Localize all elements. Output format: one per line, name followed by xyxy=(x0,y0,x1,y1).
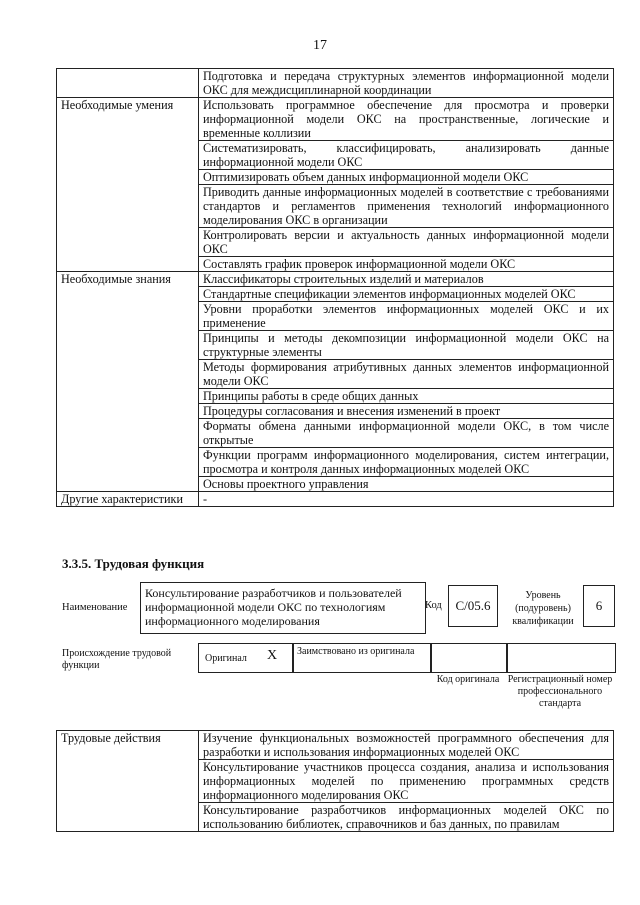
requirements-table xyxy=(56,68,614,507)
function-name-box xyxy=(140,582,426,634)
page-number: 17 xyxy=(313,38,327,53)
row-item: Принципы работы в среде общих данных xyxy=(199,389,614,404)
row-item: Приводить данные информационных моделей в соответствие с требованиями стандартов и регламентов применения технологий информационного моделирования ОКС в организации xyxy=(199,185,614,228)
row-item: Систематизировать, классифицировать, анализировать данные информационной модели ОКС xyxy=(199,141,614,170)
original-mark: X xyxy=(267,648,278,663)
function-name: Консультирование разработчиков и пользователей информационной модели ОКС по технологиям информационного моделирования xyxy=(145,586,402,628)
row-item: Принципы и методы декомпозиции информационной модели ОКС на структурные элементы xyxy=(199,331,614,360)
code-original-label: Код оригинала xyxy=(436,674,500,685)
level-label: Уровень (подуровень) квалификации xyxy=(512,590,574,627)
original-code-box xyxy=(430,643,508,673)
reg-number-label: Регистрационный номер профессионального стандарта xyxy=(507,674,613,709)
code-label: Код xyxy=(425,600,442,611)
reg-number-box xyxy=(506,643,616,673)
table-row xyxy=(57,98,614,141)
requirements-table-body xyxy=(57,69,614,507)
row-item: Оптимизировать объем данных информационной модели ОКС xyxy=(199,170,614,185)
row-item: - xyxy=(199,492,614,507)
level-value: 6 xyxy=(583,585,615,627)
row-item: Консультирование участников процесса создания, анализа и использования информационных моделей по применению программных средств информационного моделирования ОКС xyxy=(199,760,614,803)
table-row xyxy=(57,272,614,287)
row-item: Функции программ информационного моделирования, систем интеграции, просмотра и контроля данных информационных моделей ОКС xyxy=(199,448,614,477)
row-item: Уровни проработки элементов информационных моделей ОКС и их применение xyxy=(199,302,614,331)
origin-label: Происхождение трудовой функции xyxy=(62,648,172,671)
row-item: Контролировать версии и актуальность данных информационной модели ОКС xyxy=(199,228,614,257)
borrowed-label: Заимствовано из оригинала xyxy=(297,646,415,657)
row-item: Использовать программное обеспечение для просмотра и проверки информационной модели ОКС на пространственные, логические и временные коллизии xyxy=(199,98,614,141)
table-row xyxy=(57,69,614,98)
borrowed-box xyxy=(292,643,432,673)
row-label: Необходимые умения xyxy=(57,98,199,272)
row-item: Классификаторы строительных изделий и материалов xyxy=(199,272,614,287)
row-label: Трудовые действия xyxy=(57,731,199,832)
code-value: C/05.6 xyxy=(448,585,498,627)
labor-actions-table-body xyxy=(57,731,614,832)
row-item: Изучение функциональных возможностей программного обеспечения для разработки и использования информационных моделей ОКС xyxy=(199,731,614,760)
table-row xyxy=(57,492,614,507)
row-item: Основы проектного управления xyxy=(199,477,614,492)
row-item: Методы формирования атрибутивных данных элементов информационной модели ОКС xyxy=(199,360,614,389)
row-item: Форматы обмена данными информационной модели ОКС, в том числе открытые xyxy=(199,419,614,448)
row-item: Процедуры согласования и внесения изменений в проект xyxy=(199,404,614,419)
section-heading: 3.3.5. Трудовая функция xyxy=(62,556,205,571)
row-item: Подготовка и передача структурных элементов информационной модели ОКС для междисциплинарной координации xyxy=(199,69,614,98)
row-item: Составлять график проверок информационной модели ОКС xyxy=(199,257,614,272)
labor-actions-table xyxy=(56,730,614,832)
original-box xyxy=(198,643,294,673)
row-item: Стандартные спецификации элементов информационных моделей ОКС xyxy=(199,287,614,302)
row-label xyxy=(57,69,199,98)
row-label: Необходимые знания xyxy=(57,272,199,492)
name-label: Наименование xyxy=(62,602,128,613)
row-item: Консультирование разработчиков информационных моделей ОКС по использованию библиотек, справочников и баз данных, по правилам xyxy=(199,803,614,832)
table-row xyxy=(57,731,614,760)
row-label: Другие характеристики xyxy=(57,492,199,507)
original-label: Оригинал xyxy=(205,653,247,664)
